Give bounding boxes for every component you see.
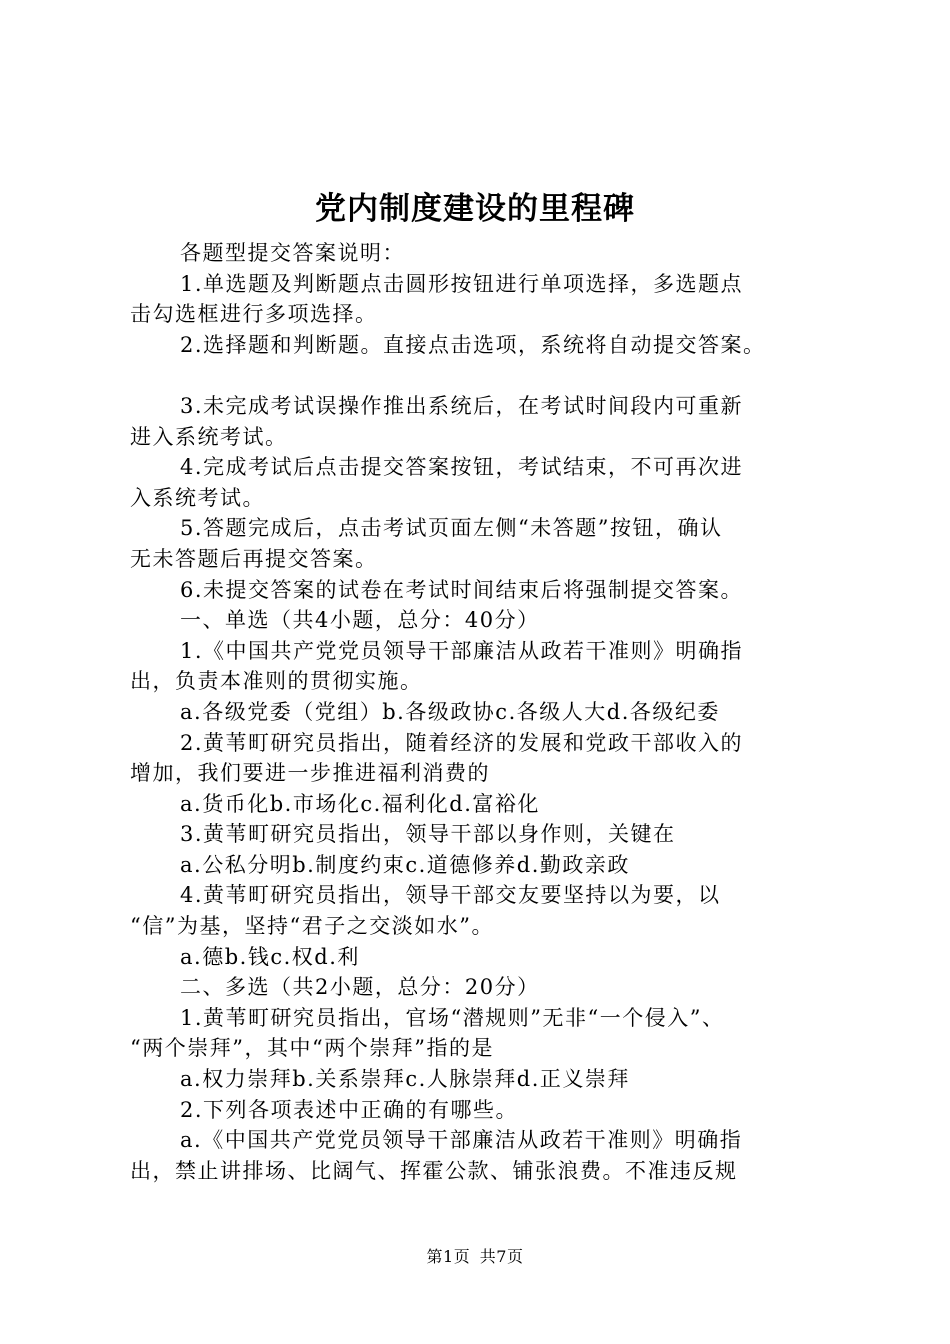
text-line: 4.完成考试后点击提交答案按钮，考试结束，不可再次进 bbox=[180, 455, 744, 480]
text-line: 3.未完成考试误操作推出系统后，在考试时间段内可重新 bbox=[180, 393, 744, 418]
text-line: 出，负责本准则的贯彻实施。 bbox=[130, 669, 423, 694]
document-body bbox=[130, 238, 830, 1186]
text-line: 6.未提交答案的试卷在考试时间结束后将强制提交答案。 bbox=[180, 577, 744, 602]
text-line: 出，禁止讲排场、比阔气、挥霍公款、铺张浪费。不准违反规 bbox=[130, 1158, 738, 1183]
text-line: 1.《中国共产党党员领导干部廉洁从政若干准则》明确指 bbox=[180, 638, 744, 663]
text-line: 各题型提交答案说明： bbox=[180, 241, 405, 265]
text-line: 3.黄苇町研究员指出，领导干部以身作则，关键在 bbox=[180, 822, 676, 847]
page-number: 第1页 bbox=[426, 1247, 471, 1266]
text-line: 增加，我们要进一步推进福利消费的 bbox=[130, 761, 490, 786]
text-line: “信”为基，坚持“君子之交淡如水”。 bbox=[130, 914, 494, 939]
text-line: 进入系统考试。 bbox=[130, 424, 288, 449]
text-line: 二、多选（共2小题，总分：20分） bbox=[180, 975, 540, 1000]
text-line: 1.黄苇町研究员指出，官场“潜规则”无非“一个侵入”、 bbox=[180, 1005, 725, 1030]
document-title: 党内制度建设的里程碑 bbox=[315, 191, 635, 227]
text-line: 入系统考试。 bbox=[130, 485, 265, 510]
text-line: “两个崇拜”，其中“两个崇拜”指的是 bbox=[130, 1036, 494, 1061]
text-line: a.各级党委（党组）b.各级政协c.各级人大d.各级纪委 bbox=[180, 699, 720, 724]
text-line: a.权力崇拜b.关系崇拜c.人脉崇拜d.正义崇拜 bbox=[180, 1067, 630, 1092]
text-line: a.公私分明b.制度约束c.道德修养d.勤政亲政 bbox=[180, 852, 630, 877]
page-footer bbox=[0, 1244, 950, 1267]
text-line: a.货币化b.市场化c.福利化d.富裕化 bbox=[180, 791, 540, 816]
text-line: 2.黄苇町研究员指出，随着经济的发展和党政干部收入的 bbox=[180, 730, 744, 755]
page-total: 共7页 bbox=[479, 1247, 524, 1266]
text-line: 一、单选（共4小题，总分：40分） bbox=[180, 608, 540, 633]
text-line: 无未答题后再提交答案。 bbox=[130, 546, 378, 571]
text-line: a.《中国共产党党员领导干部廉洁从政若干准则》明确指 bbox=[180, 1128, 743, 1153]
text-line: 4.黄苇町研究员指出，领导干部交友要坚持以为要，以 bbox=[180, 883, 721, 908]
text-line: 2.下列各项表述中正确的有哪些。 bbox=[180, 1097, 519, 1122]
text-line bbox=[130, 360, 830, 391]
text-line: a.德b.钱c.权d.利 bbox=[180, 944, 360, 969]
text-line: 5.答题完成后，点击考试页面左侧“未答题”按钮，确认 bbox=[180, 516, 723, 541]
text-line: 击勾选框进行多项选择。 bbox=[130, 302, 378, 327]
text-line: 1.单选题及判断题点击圆形按钮进行单项选择，多选题点 bbox=[180, 271, 744, 296]
text-line: 2.选择题和判断题。直接点击选项，系统将自动提交答案。 bbox=[180, 332, 766, 357]
